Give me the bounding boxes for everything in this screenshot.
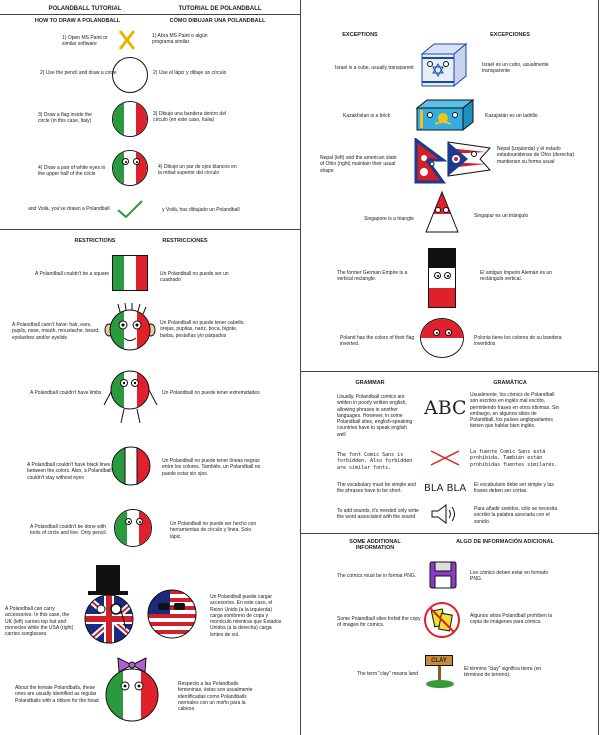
grammar1-en: Usually, Polandball comics are written in poorly written english, allowing phrases in another languages. However, in some Polandball sites, english-speaking countries have to speak english well <box>337 394 413 438</box>
step2-es: 2) Use el lápiz y dibuje un círculo <box>153 70 227 76</box>
grammar-rule <box>301 371 598 372</box>
additional1-es: Los cómics deben estar en formato PNG. <box>470 570 549 583</box>
italy-flag-circle <box>112 101 148 137</box>
restriction2-es: Un Polandball no puede tener cabello, orejas, pupilas, nariz, boca, bigote, barba, pestañas y/o párpados <box>160 320 245 339</box>
abc-sample: ABC <box>424 397 467 419</box>
female-italy-ball-with-ribbon <box>104 655 160 723</box>
grammar1-es: Usualmente, los cómics de Polandball son escritos en inglés mal escrito, permitiendo frases en otros idiomas. Sin embargo, en algunos sitios de Polandball, los países angloparlantes tienen que hablar bien inglés. <box>470 392 560 430</box>
usa-ball-with-sunglasses <box>146 588 198 640</box>
restriction5-en: A Polandball couldn't be done with tools of circle and line. Only pencil. <box>30 524 107 537</box>
restriction7-es: Respecto a las Polandballs femeninas, éstas son usualmente identificadas como Polandballs normales con un moño para la cabeza <box>178 681 253 712</box>
title-rule <box>0 14 300 15</box>
additional3-es: El término "clay" significa tierra (en términos de terreno). <box>464 666 542 679</box>
howto-heading-en: HOW TO DRAW A POLANDBALL <box>34 18 121 24</box>
exception5-en: The former German Empire is a vertical rectangle. <box>337 270 408 283</box>
additional-heading-en: SOME ADDITIONAL INFORMATION <box>349 539 401 551</box>
restriction4-en: A Polandball couldn't have black lines between the colors. Also, a Polandball couldn't stay without eyes <box>27 462 112 481</box>
no-copy-icon <box>422 600 462 640</box>
exception2-es: Kazajistán es un ladrillo <box>485 113 538 119</box>
restriction3-en: A Polandball couldn't have limbs <box>30 390 102 396</box>
grammar2-es: La fuente Comic Sans está prohibida. También están prohibidas fuentes similares. <box>470 449 558 468</box>
title-en: POLANDBALL TUTORIAL <box>48 6 122 12</box>
restrictions-heading-es: RESTRICCIONES <box>162 238 208 244</box>
exception6-es: Polonia tiene los colores de su bandera invertidos <box>474 335 562 348</box>
restriction1-en: A Polandball couldn't be a square <box>35 271 110 277</box>
singapore-triangle <box>424 190 460 234</box>
restriction6-en: A Polandball can carry accessories. In this case, the UK (left) carries top hat and monocles while the USA (right) carries sunglasses <box>5 606 74 637</box>
exceptions-heading-es: EXCEPCIONES <box>490 32 530 38</box>
italy-ball-black-lines <box>110 445 152 487</box>
loudspeaker-icon <box>428 503 460 525</box>
additional-rule <box>301 533 598 534</box>
restriction3-es: Un Polandball no puede tener extremidades <box>162 390 260 396</box>
step2-en: 2) Use the pencil and draw a circle <box>40 70 117 76</box>
empty-circle <box>112 57 148 93</box>
exceptions-heading-en: EXCEPTIONS <box>342 32 378 38</box>
italy-ball-with-face <box>104 302 156 354</box>
restriction7-en: About the female Polandballs, these ones are usually identified as regular Polandballs with a ribbon for the head <box>15 685 99 704</box>
step3-en: 3) Draw a flag inside the circle (in this case, Italy) <box>38 112 92 125</box>
restriction5-es: Un Polandball no puede ser hecho con herramientas de círculo y línea. Solo lápiz. <box>170 521 257 540</box>
step1-en: 1) Open MS Paint or similar software <box>62 35 108 48</box>
howto-heading-es: CÓMO DIBUJAR UNA POLANDBALL <box>169 18 266 24</box>
column-divider <box>300 0 301 735</box>
italy-ball-with-limbs <box>103 365 158 425</box>
italy-ball-with-eyes <box>112 150 148 186</box>
blabla-sample: BLA BLA <box>424 483 467 494</box>
german-empire-rectangle <box>428 248 456 308</box>
forbidden-cross-icon <box>428 448 462 468</box>
step4-en: 4) Draw a pair of white eyes in the upper half of the circle <box>38 165 106 178</box>
checkmark-icon <box>115 198 145 220</box>
right-border <box>598 0 599 735</box>
poland-ball-inverted <box>420 318 464 358</box>
restrictions-rule <box>0 229 300 230</box>
step5-es: y Voilà, has dibujado un Polandball <box>162 207 240 213</box>
step1-es: 1) Abra MS Paint o algún programa similar <box>152 33 208 46</box>
grammar3-es: El vocabulario debe ser simple y las frases deben ser cortas. <box>474 482 554 495</box>
exception4-es: Singapur es un triángulo <box>474 213 529 219</box>
exception6-en: Poland has the colors of their flag inverted. <box>340 335 415 348</box>
italy-ball-perfect-circle <box>114 509 152 547</box>
ohio-flag-shape <box>446 140 492 178</box>
grammar4-en: To add sounds, it's needed only write the word associated with the sound <box>337 508 419 521</box>
additional2-en: Some Polandball sites forbid the copy of images for comics. <box>337 616 421 629</box>
grammar-heading-es: GRAMÁTICA <box>493 380 527 386</box>
uk-ball-with-top-hat <box>82 563 144 647</box>
italy-square <box>112 255 148 291</box>
restriction2-en: A Polandball cann't have: hair, ears, pupils, nose, mouth, moustache, beard, eyelashes and/or eyelids <box>12 322 100 341</box>
restrictions-heading-en: RESTRICTIONS <box>74 238 116 244</box>
floppy-disk-icon <box>428 560 458 590</box>
additional1-en: The comics must be in format PNG. <box>337 573 417 579</box>
restriction4-es: Un Polandball no puede tener líneas negras entre los colores. También, un Polandball no puede estar sin ojos. <box>162 458 261 477</box>
step3-es: 3) Dibuje una bandera dentro del círculo (en este caso, Italia) <box>153 111 227 124</box>
exception1-en: Israel is a cube, usually transparent <box>335 65 414 71</box>
israel-cube <box>418 42 470 88</box>
additional3-en: The term "clay" means land <box>357 671 419 677</box>
grammar3-en: The vocabulary must be simple and the phrases have to be short. <box>337 482 416 495</box>
exception5-es: El antiguo Imperio Alemán es un rectángulo vertical. <box>480 270 552 283</box>
restriction6-es: Un Polandball puede cargar accesorios. En este caso, el Reino Unido (a la izquierda) carga sombrero de copa y monóculo mientras que Estados Unidos (a la derecha) carga lentes de sol. <box>210 594 282 638</box>
signpost-ground <box>424 666 456 690</box>
additional-heading-es: ALGO DE INFORMACIÓN ADICIONAL <box>456 539 554 545</box>
grammar-heading-en: GRAMMAR <box>355 380 385 386</box>
exception1-es: Israel es un cubo, usualmente transparente <box>482 62 549 75</box>
additional2-es: Algunos sitios Polandball prohíben la copia de imágenes para cómics. <box>470 613 552 626</box>
clay-sign: CLAY <box>425 655 453 666</box>
grammar4-es: Para añadir sonidos, sólo se necesita escribir la palabra asociada con el sonido. <box>474 506 558 525</box>
restriction1-es: Un Polandball no puede ser un cuadrado <box>160 271 229 284</box>
exception2-en: Kazakhstan is a brick <box>343 113 391 119</box>
step5-en: and Voilà, you've drawn a Polandball <box>28 206 110 212</box>
pencil-icon <box>117 28 137 52</box>
exception3-es: Nepal (izquierda) y el estado estadounidense de Ohio (derecha) mantienen su forma usual <box>497 146 574 165</box>
grammar2-en: The font Comic Sans is forbidden. Also forbidden are similar fonts. <box>337 452 413 471</box>
title-es: TUTORIAL DE POLANDBALL <box>178 6 262 12</box>
step4-es: 4) Dibuje un par de ojos blancos en la mitad superior del círculo <box>158 164 237 177</box>
exception3-en: Nepal (left) and the american state of Ohio (right) maintain their usual shape <box>320 155 397 174</box>
kazakhstan-brick <box>415 98 475 132</box>
nepal-flag-shape <box>413 138 447 184</box>
exception4-en: Singapore is a triangle <box>364 216 414 222</box>
